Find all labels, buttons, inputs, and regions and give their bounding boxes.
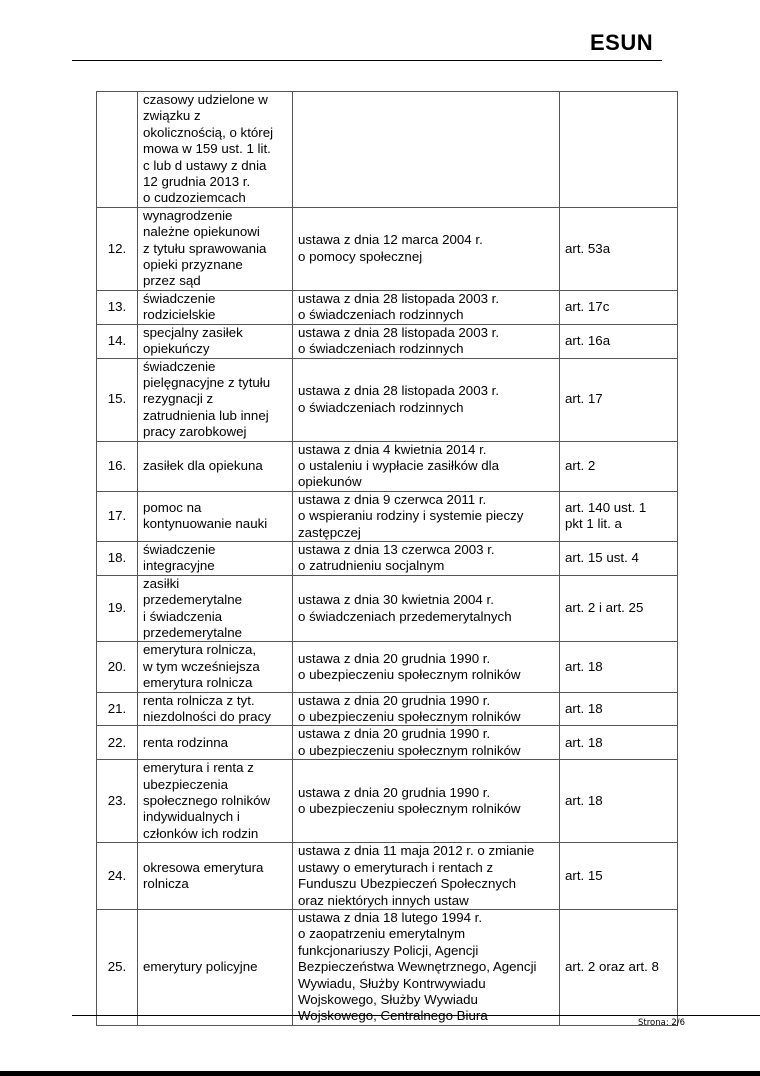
table-row bbox=[97, 541, 678, 575]
page-number: Strona: 2/6 bbox=[638, 1018, 686, 1028]
article-reference: art. 17 bbox=[560, 358, 678, 441]
legal-basis: ustawa z dnia 4 kwietnia 2014 r. o ustaleniu i wypłacie zasiłków dla opiekunów bbox=[293, 441, 560, 491]
benefit-name: zasiłki przedemerytalne i świadczenia przedemerytalne bbox=[138, 575, 293, 642]
benefit-name: zasiłek dla opiekuna bbox=[138, 441, 293, 491]
row-number: 19. bbox=[97, 575, 138, 642]
row-number: 12. bbox=[97, 207, 138, 290]
benefit-name: emerytury policyjne bbox=[138, 909, 293, 1025]
table-row bbox=[97, 692, 678, 726]
benefit-name: emerytura i renta z ubezpieczenia społecznego rolników indywidualnych i członków ich rodzin bbox=[138, 760, 293, 843]
row-number: 25. bbox=[97, 909, 138, 1025]
legal-basis: ustawa z dnia 28 listopada 2003 r. o świadczeniach rodzinnych bbox=[293, 358, 560, 441]
table-row bbox=[97, 92, 678, 208]
row-number: 17. bbox=[97, 491, 138, 541]
benefit-name: wynagrodzenie należne opiekunowi z tytułu sprawowania opieki przyznane przez sąd bbox=[138, 207, 293, 290]
table-row bbox=[97, 642, 678, 692]
row-number bbox=[97, 92, 138, 208]
benefit-name: renta rodzinna bbox=[138, 726, 293, 760]
row-number: 13. bbox=[97, 290, 138, 324]
legal-basis: ustawa z dnia 9 czerwca 2011 r. o wspieraniu rodziny i systemie pieczy zastępczej bbox=[293, 491, 560, 541]
benefit-name: okresowa emerytura rolnicza bbox=[138, 843, 293, 910]
legal-basis: ustawa z dnia 28 listopada 2003 r. o świadczeniach rodzinnych bbox=[293, 324, 560, 358]
article-reference: art. 18 bbox=[560, 692, 678, 726]
legal-basis bbox=[293, 92, 560, 208]
table-row bbox=[97, 207, 678, 290]
article-reference: art. 2 oraz art. 8 bbox=[560, 909, 678, 1025]
benefit-name: czasowy udzielone w związku z okolicznością, o której mowa w 159 ust. 1 lit. c lub d ustawy z dnia 12 grudnia 2013 r. o cudzoziemcach bbox=[138, 92, 293, 208]
article-reference: art. 18 bbox=[560, 760, 678, 843]
legal-basis: ustawa z dnia 28 listopada 2003 r. o świadczeniach rodzinnych bbox=[293, 290, 560, 324]
row-number: 24. bbox=[97, 843, 138, 910]
article-reference: art. 15 ust. 4 bbox=[560, 541, 678, 575]
benefit-name: specjalny zasiłek opiekuńczy bbox=[138, 324, 293, 358]
row-number: 21. bbox=[97, 692, 138, 726]
table-row bbox=[97, 358, 678, 441]
article-reference: art. 2 i art. 25 bbox=[560, 575, 678, 642]
legal-basis: ustawa z dnia 20 grudnia 1990 r. o ubezpieczeniu społecznym rolników bbox=[293, 726, 560, 760]
row-number: 23. bbox=[97, 760, 138, 843]
article-reference: art. 15 bbox=[560, 843, 678, 910]
benefits-table-body bbox=[97, 92, 678, 1026]
table-row bbox=[97, 909, 678, 1025]
table-row bbox=[97, 726, 678, 760]
table-row bbox=[97, 290, 678, 324]
legal-basis: ustawa z dnia 13 czerwca 2003 r. o zatrudnieniu socjalnym bbox=[293, 541, 560, 575]
article-reference: art. 53a bbox=[560, 207, 678, 290]
row-number: 18. bbox=[97, 541, 138, 575]
legal-basis: ustawa z dnia 20 grudnia 1990 r. o ubezpieczeniu społecznym rolników bbox=[293, 760, 560, 843]
article-reference: art. 140 ust. 1 pkt 1 lit. a bbox=[560, 491, 678, 541]
footer-divider bbox=[72, 1015, 760, 1016]
row-number: 16. bbox=[97, 441, 138, 491]
table-row bbox=[97, 441, 678, 491]
row-number: 22. bbox=[97, 726, 138, 760]
legal-basis: ustawa z dnia 18 lutego 1994 r. o zaopatrzeniu emerytalnym funkcjonariuszy Policji, Agencji Bezpieczeństwa Wewnętrznego, Agencji Wywiadu, Służby Kontrwywiadu Wojskowego, Służby Wywiadu Wojskowego, Centralnego Biura bbox=[293, 909, 560, 1025]
benefit-name: emerytura rolnicza, w tym wcześniejsza emerytura rolnicza bbox=[138, 642, 293, 692]
document-brand: ESUN bbox=[590, 30, 654, 55]
legal-basis: ustawa z dnia 11 maja 2012 r. o zmianie ustawy o emeryturach i rentach z Funduszu Ubezpieczeń Społecznych oraz niektórych innych ustaw bbox=[293, 843, 560, 910]
benefits-table bbox=[96, 91, 678, 1026]
legal-basis: ustawa z dnia 30 kwietnia 2004 r. o świadczeniach przedemerytalnych bbox=[293, 575, 560, 642]
row-number: 20. bbox=[97, 642, 138, 692]
table-row bbox=[97, 491, 678, 541]
article-reference: art. 18 bbox=[560, 642, 678, 692]
article-reference: art. 2 bbox=[560, 441, 678, 491]
legal-basis: ustawa z dnia 12 marca 2004 r. o pomocy społecznej bbox=[293, 207, 560, 290]
bottom-edge-bar bbox=[0, 1071, 760, 1076]
benefit-name: pomoc na kontynuowanie nauki bbox=[138, 491, 293, 541]
row-number: 14. bbox=[97, 324, 138, 358]
article-reference bbox=[560, 92, 678, 208]
benefit-name: renta rolnicza z tyt. niezdolności do pracy bbox=[138, 692, 293, 726]
article-reference: art. 16a bbox=[560, 324, 678, 358]
table-row bbox=[97, 843, 678, 910]
legal-basis: ustawa z dnia 20 grudnia 1990 r. o ubezpieczeniu społecznym rolników bbox=[293, 692, 560, 726]
table-row bbox=[97, 575, 678, 642]
table-row bbox=[97, 760, 678, 843]
row-number: 15. bbox=[97, 358, 138, 441]
article-reference: art. 18 bbox=[560, 726, 678, 760]
legal-basis: ustawa z dnia 20 grudnia 1990 r. o ubezpieczeniu społecznym rolników bbox=[293, 642, 560, 692]
article-reference: art. 17c bbox=[560, 290, 678, 324]
benefit-name: świadczenie pielęgnacyjne z tytułu rezygnacji z zatrudnienia lub innej pracy zarobkowej bbox=[138, 358, 293, 441]
table-row bbox=[97, 324, 678, 358]
benefit-name: świadczenie integracyjne bbox=[138, 541, 293, 575]
header-divider bbox=[72, 60, 662, 61]
benefit-name: świadczenie rodzicielskie bbox=[138, 290, 293, 324]
